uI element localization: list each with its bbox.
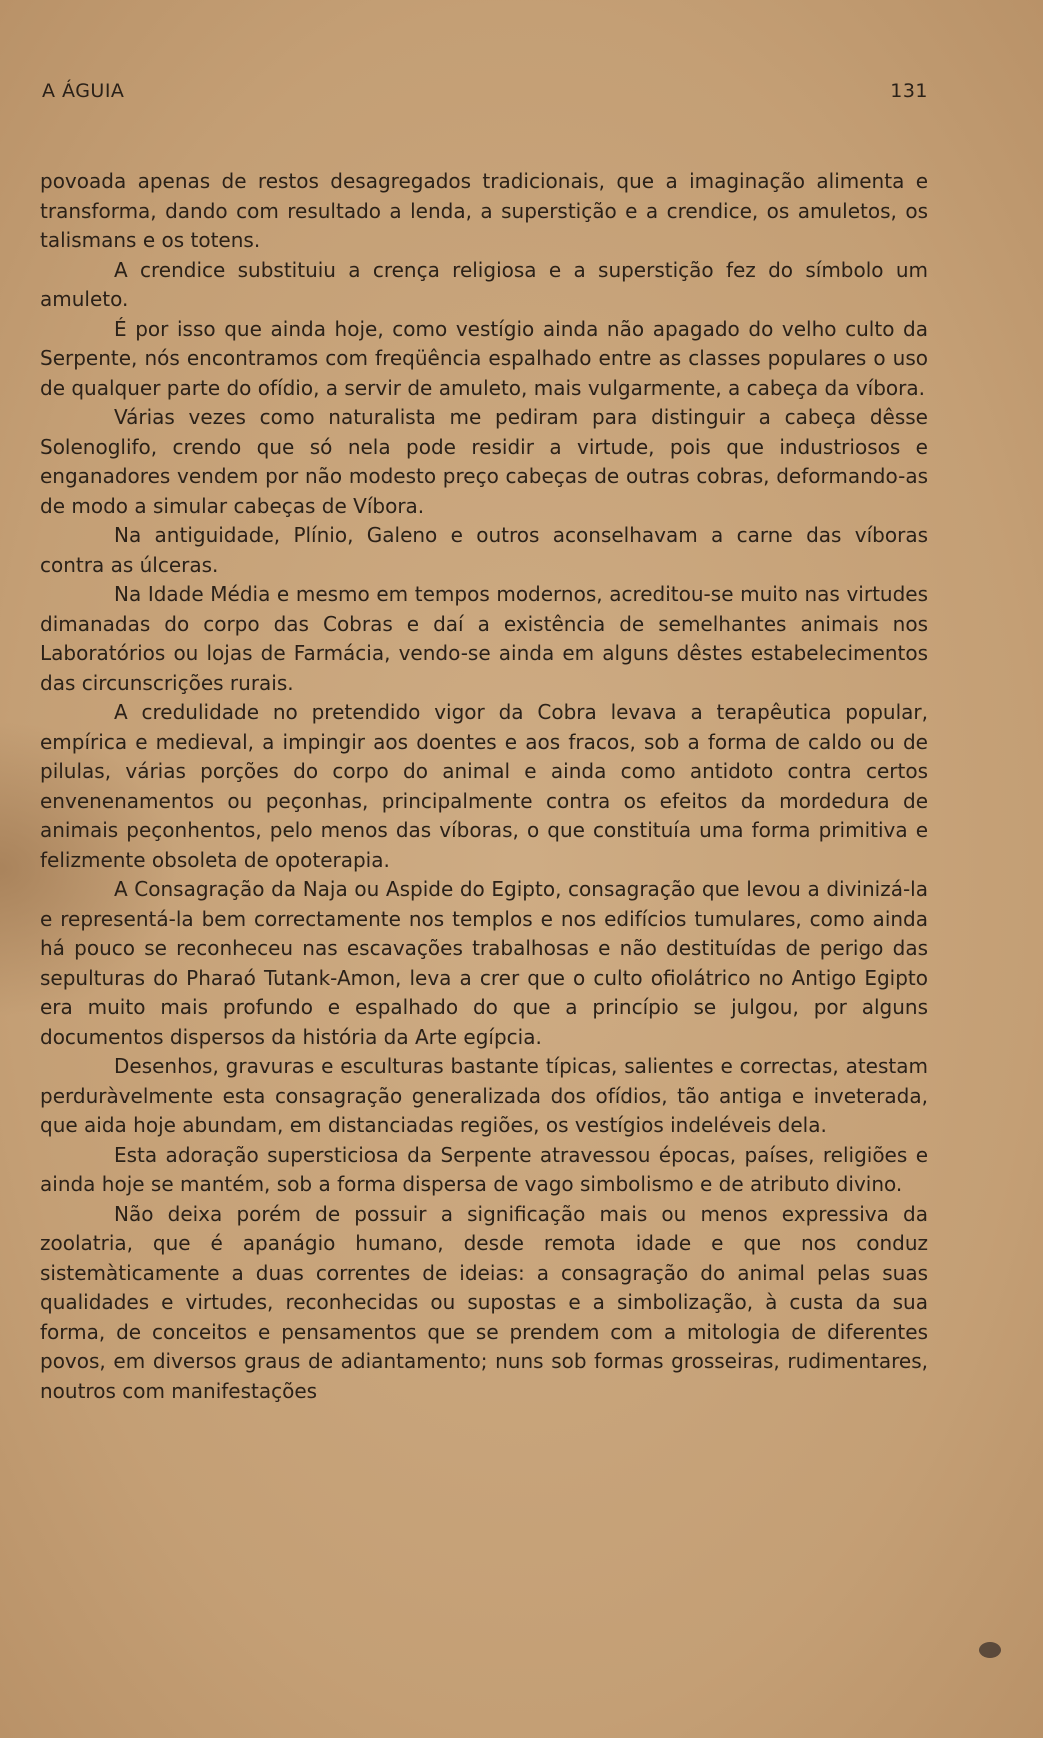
page-number: 131: [890, 80, 928, 102]
paragraph: Desenhos, gravuras e esculturas bastante típicas, salientes e correctas, atestam perduràvelmente esta consagração generalizada dos ofídios, tão antiga e inveterada, que aida hoje abundam, em distanciadas regiões, os vestígios indeléveis dela.: [40, 1054, 928, 1137]
paragraph: Esta adoração supersticiosa da Serpente atravessou épocas, países, religiões e ainda hoje se mantém, sob a forma dispersa de vago simbolismo e de atributo divino.: [40, 1142, 928, 1196]
paragraph: A crendice substituiu a crença religiosa e a superstição fez do símbolo um amuleto.: [40, 257, 928, 311]
paragraph: É por isso que ainda hoje, como vestígio ainda não apagado do velho culto da Serpente, nós encontramos com freqüência espalhado entre as classes populares o uso de qualquer parte do ofídio, a servir de amuleto, mais vulgarmente, a cabeça da víbora.: [40, 316, 928, 400]
paragraph: A credulidade no pretendido vigor da Cobra levava a terapêutica popular, empírica e medieval, a impingir aos doentes e aos fracos, sob a forma de caldo ou de pilulas, várias porções do corpo do animal e ainda como antidoto contra certos envenenamentos ou peçonhas, principalmente contra os efeitos da mordedura de animais peçonhentos, pelo menos das víboras, o que constituía uma forma primitiva e felizmente obsoleta de opoterapia.: [40, 700, 928, 872]
paragraph: A Consagração da Naja ou Aspide do Egipto, consagração que levou a divinizá-la e representá-la bem correctamente nos templos e nos edifícios tumulares, como ainda há pouco se reconheceu nas escavações trabalhosas e não destituídas de perigo das sepulturas do Pharaó Tutank-Amon, leva a crer que o culto ofiolátrico no Antigo Egipto era muito mais profundo e espalhado do que a princípio se julgou, por alguns documentos dispersos da história da Arte egípcia.: [40, 877, 928, 1049]
body-text: [40, 167, 928, 1406]
journal-title: A ÁGUIA: [42, 80, 125, 102]
paragraph: Não deixa porém de possuir a significação mais ou menos expressiva da zoolatria, que é apanágio humano, desde remota idade e que nos conduz sistemàticamente a duas correntes de ideias: a consagração do animal pelas suas qualidades e virtudes, reconhecidas ou supostas e a simbolização, à custa da sua forma, de conceitos e pensamentos que se prendem com a mitologia de diferentes povos, em diversos graus de adiantamento; nuns sob formas grosseiras, rudimentares, noutros com manifestações: [40, 1201, 928, 1403]
paragraph: Na antiguidade, Plínio, Galeno e outros aconselhavam a carne das víboras contra as úlceras.: [40, 523, 928, 577]
ink-stain-mark: [979, 1642, 1001, 1658]
running-head: [40, 80, 928, 110]
paragraph: povoada apenas de restos desagregados tradicionais, que a imaginação alimenta e transforma, dando com resultado a lenda, a superstição e a crendice, os amuletos, os talismans e os totens.: [40, 169, 928, 252]
paragraph: Várias vezes como naturalista me pediram para distinguir a cabeça dêsse Solenoglifo, crendo que só nela pode residir a virtude, pois que industriosos e enganadores vendem por não modesto preço cabeças de outras cobras, deformando-as de modo a simular cabeças de Víbora.: [40, 405, 928, 518]
paragraph: Na Idade Média e mesmo em tempos modernos, acreditou-se muito nas virtudes dimanadas do corpo das Cobras e daí a existência de semelhantes animais nos Laboratórios ou lojas de Farmácia, vendo-se ainda em alguns dêstes estabelecimentos das circunscrições rurais.: [40, 582, 928, 695]
